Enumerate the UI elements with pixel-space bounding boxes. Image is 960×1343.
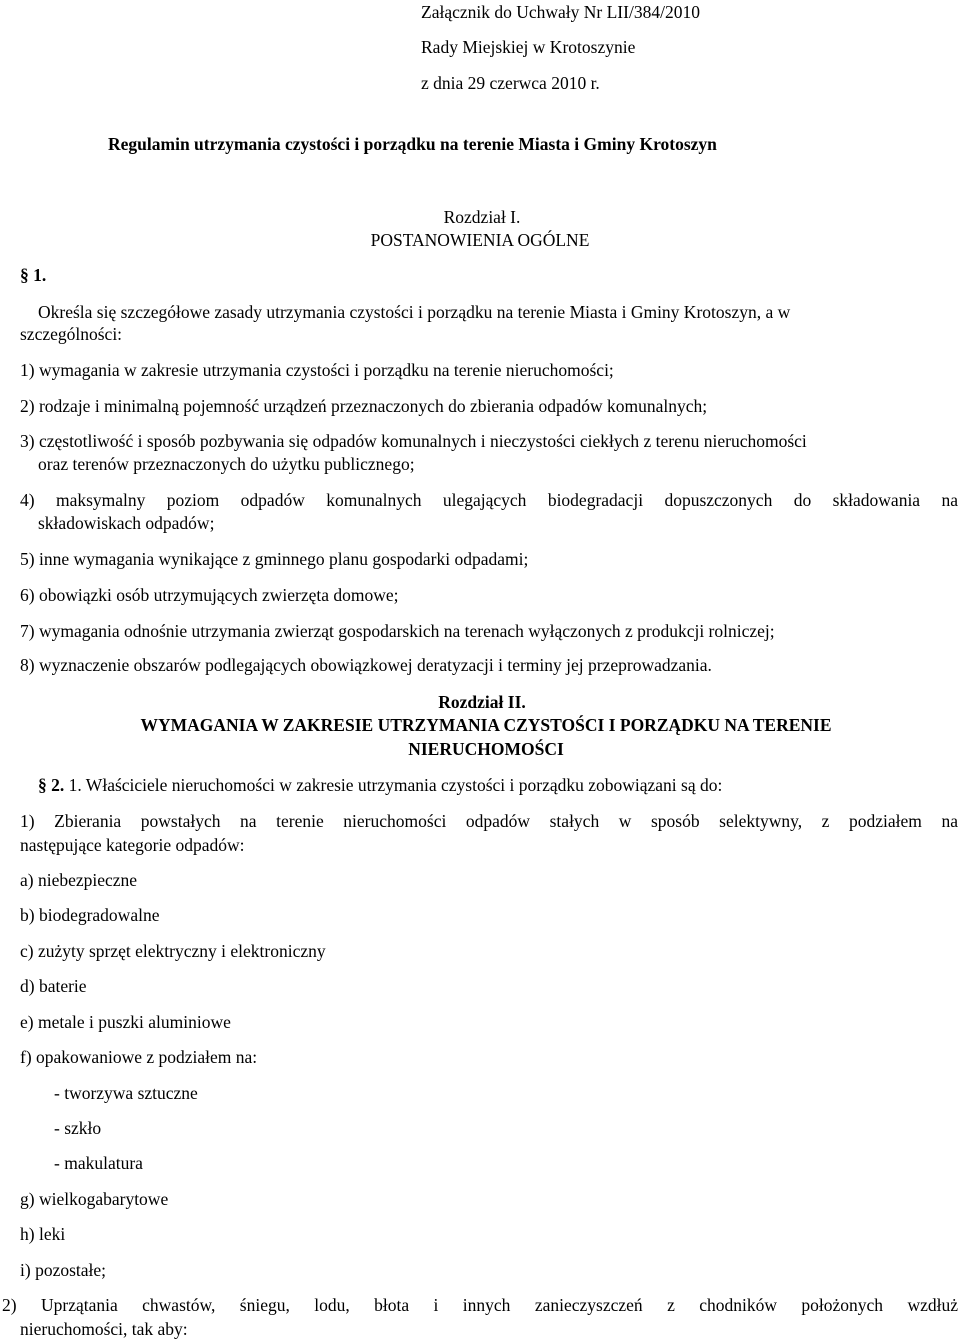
chapter-1-heading: Rozdział I. <box>443 207 521 227</box>
chapter-2-heading: Rozdział II. <box>438 692 526 712</box>
waste-category: f) opakowaniowe z podziałem na: <box>20 1047 258 1067</box>
section-mark-1: § 1. <box>20 265 47 285</box>
intro-line-2: szczególności: <box>20 324 123 344</box>
obligation-item-2: 2) Uprzątania chwastów, śniegu, lodu, błota i innych zanieczyszczeń z chodników położonych wzdłuż <box>2 1295 958 1315</box>
list-item: 4) maksymalny poziom odpadów komunalnych ulegających biodegradacji dopuszczonych do składowania na <box>20 490 958 510</box>
list-item: 8) wyznaczenie obszarów podlegających obowiązkowej deratyzacji i terminy jej przeprowadzania. <box>20 655 712 675</box>
intro-line-1: Określa się szczegółowe zasady utrzymania czystości i porządku na terenie Miasta i Gminy Krotoszyn, a w <box>38 302 791 322</box>
section-number: 1. <box>33 265 47 285</box>
list-item: 3) częstotliwość i sposób pozbywania się odpadów komunalnych i nieczystości ciekłych z terenu nieruchomości <box>20 431 807 451</box>
waste-category: a) niebezpieczne <box>20 870 138 890</box>
waste-subcategory: - makulatura <box>54 1153 143 1173</box>
list-item-continuation: oraz terenów przeznaczonych do użytku publicznego; <box>38 454 415 474</box>
waste-subcategory: - szkło <box>54 1118 102 1138</box>
obligation-item-1: 1) Zbierania powstałych na terenie nieruchomości odpadów stałych w sposób selektywny, z podziałem na <box>20 811 958 831</box>
document-title: Regulamin utrzymania czystości i porządku na terenie Miasta i Gminy Krotoszyn <box>108 134 717 154</box>
header-line-2: Rady Miejskiej w Krotoszynie <box>421 37 636 57</box>
waste-category: h) leki <box>20 1224 66 1244</box>
waste-category: g) wielkogabarytowe <box>20 1189 169 1209</box>
list-item: 1) wymagania w zakresie utrzymania czystości i porządku na terenie nieruchomości; <box>20 360 614 380</box>
obligation-item-1-continuation: następujące kategorie odpadów: <box>20 835 245 855</box>
header-line-1: Załącznik do Uchwały Nr LII/384/2010 <box>421 2 700 22</box>
section-symbol: § <box>38 775 47 795</box>
waste-category: c) zużyty sprzęt elektryczny i elektroniczny <box>20 941 326 961</box>
list-item-continuation: składowiskach odpadów; <box>38 513 215 533</box>
header-line-3: z dnia 29 czerwca 2010 r. <box>421 73 600 93</box>
chapter-2-subheading-line-2: NIERUCHOMOŚCI <box>408 739 564 759</box>
section-2-paragraph <box>38 774 722 796</box>
list-item: 2) rodzaje i minimalną pojemność urządzeń przeznaczonych do zbierania odpadów komunalnych; <box>20 396 708 416</box>
section-text: 1. Właściciele nieruchomości w zakresie utrzymania czystości i porządku zobowiązani są do: <box>68 775 723 795</box>
chapter-2-subheading-line-1: WYMAGANIA W ZAKRESIE UTRZYMANIA CZYSTOŚCI I PORZĄDKU NA TERENIE <box>140 715 832 735</box>
waste-category: d) baterie <box>20 976 87 996</box>
obligation-item-2-continuation: nieruchomości, tak aby: <box>20 1319 188 1339</box>
list-item: 5) inne wymagania wynikające z gminnego planu gospodarki odpadami; <box>20 549 529 569</box>
section-number: 2. <box>51 775 65 795</box>
waste-category: b) biodegradowalne <box>20 905 160 925</box>
chapter-1-subheading: POSTANOWIENIA OGÓLNE <box>370 230 590 250</box>
waste-category: i) pozostałe; <box>20 1260 107 1280</box>
waste-category: e) metale i puszki aluminiowe <box>20 1012 231 1032</box>
list-item: 6) obowiązki osób utrzymujących zwierzęta domowe; <box>20 585 399 605</box>
list-item: 7) wymagania odnośnie utrzymania zwierząt gospodarskich na terenach wyłączonych z produkcji rolniczej; <box>20 621 775 641</box>
waste-subcategory: - tworzywa sztuczne <box>54 1083 198 1103</box>
